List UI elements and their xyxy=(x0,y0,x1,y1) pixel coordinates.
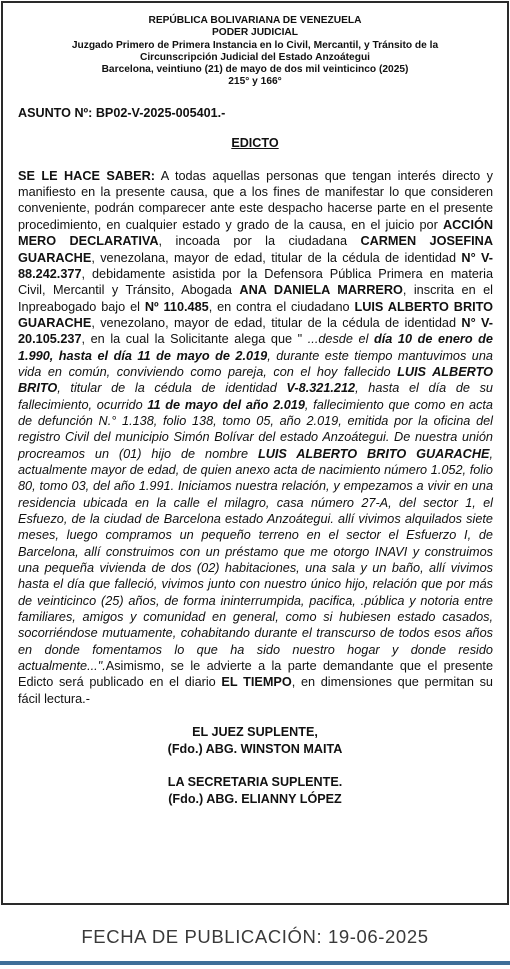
bottom-accent-rule xyxy=(0,961,510,965)
secretary-signature xyxy=(3,774,507,807)
header-jurisdiction: Circunscripción Judicial del Estado Anzoátegui xyxy=(139,51,370,63)
edict-body xyxy=(18,168,493,707)
body-newspaper-name: EL TIEMPO xyxy=(221,675,292,690)
document-title: EDICTO xyxy=(231,135,279,150)
body-quote-segment: , hasta el día de su fallecimiento, ocurrido xyxy=(18,381,493,412)
header-years: 215° y 166° xyxy=(228,76,282,88)
body-defendant-id: N° V-20.105.237 xyxy=(18,315,493,347)
secretary-title: LA SECRETARIA SUPLENTE. xyxy=(167,775,343,790)
edict-notice-frame xyxy=(1,1,509,905)
judge-signature xyxy=(3,724,507,757)
body-text-segment: , en dimensiones que permitan su fácil lectura.- xyxy=(18,675,493,706)
case-number: ASUNTO Nº: BP02-V-2025-005401.- xyxy=(18,105,226,120)
body-quote-segment: , durante este tiempo mantuvimos una vida en común, conviviendo como pareja, con el hoy fallecido xyxy=(18,348,493,379)
body-deceased-name: LUIS ALBERTO BRITO xyxy=(18,364,493,396)
body-death-date: 11 de mayo del año 2.019 xyxy=(147,397,305,412)
body-plaintiff-name: CARMEN JOSEFINA GUARACHE xyxy=(18,234,493,265)
header-court-name: Juzgado Primero de Primera Instancia en lo Civil, Mercantil, y Tránsito de la xyxy=(71,39,439,51)
publication-date: FECHA DE PUBLICACIÓN: 19-06-2025 xyxy=(81,926,429,947)
header-date: Barcelona, veintiuno (21) de mayo de dos mil veinticinco (2025) xyxy=(101,64,409,76)
body-notice-lead: SE LE HACE SABER: xyxy=(18,168,156,183)
body-attorney-number: Nº 110.485 xyxy=(144,299,209,314)
body-defendant-name: LUIS ALBERTO BRITO GUARACHE xyxy=(18,299,494,330)
body-plaintiff-id: N° V- 88.242.377 xyxy=(18,250,493,281)
body-quote-segment: , fallecimiento que como en acta de defunción N.° 1.138, folio 138, tomo 05, año 2.019, emitida por la oficina del registro Civil del municipio Simón Bolívar del estado Anzoátegui. De nuestra unión procreamos un (01) hijo de nombre xyxy=(18,397,493,461)
body-text-segment: Asimismo, se le advierte a la parte demandante que el presente Edicto será publicado en el diario xyxy=(18,659,493,690)
body-quote-segment: , titular de la cédula de identidad xyxy=(57,381,287,396)
body-deceased-id: V-8.321.212 xyxy=(286,381,356,396)
body-son-name: LUIS ALBERTO BRITO GUARACHE xyxy=(257,446,490,461)
body-text-segment: , venezolano, mayor de edad, titular de la cédula de identidad xyxy=(91,315,462,330)
body-action-type: ACCIÓN MERO DECLARATIVA xyxy=(18,217,493,249)
body-text-segment: , debidamente asistida por la Defensora Pública Primera en materia Civil, Mercantil y Tránsito, Abogada xyxy=(18,266,493,298)
header-judicial-power: PODER JUDICIAL xyxy=(211,27,299,39)
body-attorney-name: ANA DANIELA MARRERO xyxy=(239,283,403,298)
body-text-segment: , inscrita en el Inpreabogado bajo el xyxy=(18,283,493,314)
body-quote-segment: ...desde el xyxy=(307,332,374,347)
body-text-segment: , en contra el ciudadano xyxy=(208,299,355,314)
secretary-name: (Fdo.) ABG. ELIANNY LÓPEZ xyxy=(168,791,342,806)
body-cohabitation-period: día 10 de enero de 1.990, hasta el día 11 de mayo de 2.019 xyxy=(18,332,493,363)
judge-name: (Fdo.) ABG. WINSTON MAITA xyxy=(167,741,343,756)
body-text-segment: , venezolana, mayor de edad, titular de la cédula de identidad xyxy=(91,250,462,265)
body-text-segment: , incoada por la ciudadana xyxy=(158,234,361,249)
header-republic: REPÚBLICA BOLIVARIANA DE VENEZUELA xyxy=(148,15,362,26)
judge-title: EL JUEZ SUPLENTE, xyxy=(192,725,318,740)
body-text-segment: A todas aquellas personas que tengan interés directo y manifiesto en la presente causa, que a los fines de manifestar lo que consideren conveniente, podrán comparecer ante este despacho hacerse parte en el presente procedimiento, en cualquier estado y grado de la causa, en el juicio por xyxy=(18,168,493,232)
court-header xyxy=(3,3,507,89)
body-quote-segment: , actualmente mayor de edad, de quien anexo acta de nacimiento número 1.052, folio 80, tomo 03, del año 1.991. Iniciamos nuestra relación, y empezamos a vivir en una residencia ubicada en la calle el milagro, casa número 27-A, del sector 1, el Esfuezo, de la ciudad de Barcelona estado Anzoátegui. allí vivimos alquilados siete meses, luego compramos un pequeño terreno en el sector el Esfuerzo I, de Barcelona, allí construimos con un préstamo que me otorgo INAVI y construimos una pequeña vivienda de dos (02) habitaciones, una sala y un baño, allí vivimos hasta el día que falleció, vivimos junto con nuestro único hijo, relación que por más de veinticinco (25) años, de forma ininterrumpida, pacifica, .pública y notoria entre familiares, amigos y comunidad en general, como si hubiesen estado casados, socorriéndose mutuamente, cohabitando durante el transcurso de todos esos años en donde fomentamos lo que ha sido nuestro hogar y donde resido actualmente...". xyxy=(18,446,493,674)
body-text-segment: , en la cual la Solicitante alega que " xyxy=(81,332,308,347)
